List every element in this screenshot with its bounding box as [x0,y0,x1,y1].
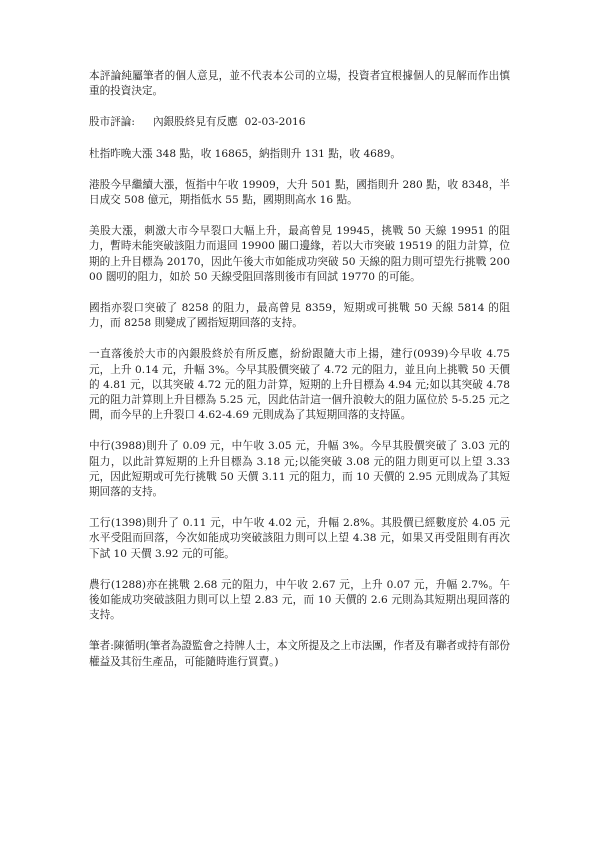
article-heading [89,115,510,130]
article-body [89,69,510,686]
heading-label: 股市評論: [89,116,135,129]
paragraph-boc: 中行(3988)則升了 0.09 元，中午收 3.05 元，升幅 3%。今早其股價突破了 3.03 元的阻力，以此計算短期的上升目標為 3.18 元;以能突破 3.08 元的阻力則更可以上望 3.33 元，因此短期或可先行挑戰 50 天價 3.11 元的阻力，而 10 天價的 2.95 元則成為了其短期回落的支持。 [89,440,510,499]
paragraph-dow: 杜指昨晚大漲 348 點，收 16865，納指則升 131 點，收 4689。 [89,147,401,160]
paragraph-hk-market: 港股今早繼續大漲，恆指中午收 19909，大升 501 點，國指則升 280 點，收 8348，半日成交 508 億元，期指低水 55 點，國期則高水 16 點。 [89,178,510,207]
paragraph-icbc: 工行(1398)則升了 0.11 元，中午收 4.02 元，升幅 2.8%。其股價已經數度於 4.05 元水平受阻而回落，今次如能成功突破該阻力則可以上望 4.38 元，如果又再受阻則有再次下試 10 天價 3.92 元的可能。 [89,517,510,560]
disclaimer: 本評論純屬筆者的個人意見，並不代表本公司的立場，投資者宜根據個人的見解而作出慎重的投資決定。 [89,70,510,98]
article-date: 02-03-2016 [244,116,306,129]
paragraph-hsi-analysis: 美股大漲，刺激大市今早裂口大幅上升，最高曾見 19945，挑戰 50 天線 19951 的阻力，暫時未能突破該阻力而退回 19900 關口邊緣，若以大市突破 19519 的阻力計算，位期的上升目標為 20170，因此午後大市如能成功突破 50 天線的阻力則可望先行挑戰 20000 闊叨的阻力，如於 50 天線受阻回落則後市有回試 19770 的可能。 [89,225,510,283]
paragraph-abc: 農行(1288)亦在挑戰 2.68 元的阻力，中午收 2.67 元，上升 0.07 元，升幅 2.7%。午後如能成功突破該阻力則可以上望 2.83 元，而 10 天價的 2.6 元則為其短期出現回落的支持。 [89,578,510,622]
author-note: 筆者:陳循明(筆者為證監會之持牌人士，本文所提及之上市法團，作者及有聯者或持有部份權益及其衍生產品，可能隨時進行買賣。) [89,640,510,668]
paragraph-hscei: 國指亦裂口突破了 8258 的阻力，最高曾見 8359，短期或可挑戰 50 天線 5814 的阻力，而 8258 則變成了國指短期回落的支持。 [89,302,510,330]
paragraph-ccb: 一直落後於大市的內銀股終於有所反應，紛紛跟隨大市上揚，建行(0939)今早收 4.75 元，上升 0.14 元，升幅 3%。今早其股價突破了 4.72 元的阻力，並且向上挑戰 50 天價的 4.81 元，以其突破 4.72 元的阻力計算，短期的上升目標為 4.94 元;如以其突破 4.78 元的阻力計算則上升目標為 5.25 元，因此估計這一個升浪較大的阻力區位於 5-5.25 元之間，而今早的上升裂口 4.62-4.69 元則成為了其短期回落的支持區。 [89,348,510,422]
article-title: 內銀股終見有反應 [152,116,238,129]
